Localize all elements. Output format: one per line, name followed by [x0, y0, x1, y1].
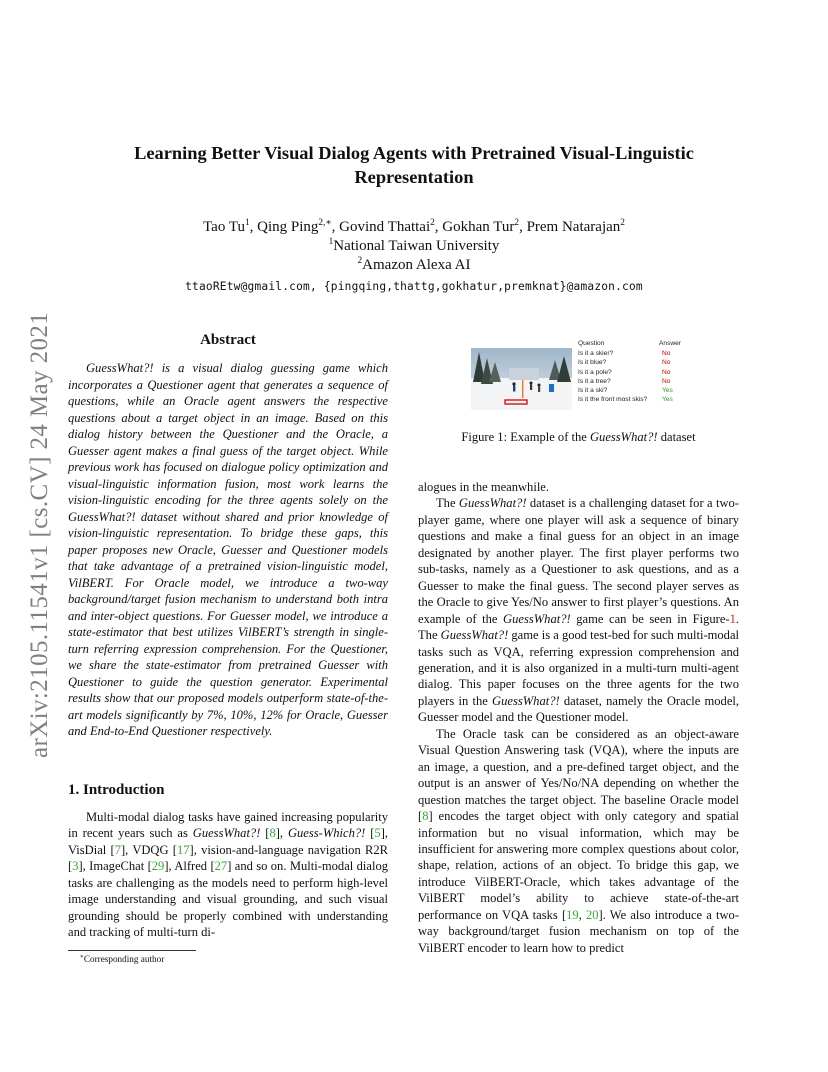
affiliation: $^1$National Taiwan University	[328, 237, 500, 254]
footnote: ∗Corresponding author	[80, 953, 165, 964]
dialog-row: Is it blue? No	[578, 359, 671, 367]
author: Qing Ping$^{2,∗}$,	[257, 218, 340, 235]
paragraph-continuation: alogues in the meanwhile.	[418, 480, 550, 494]
citation-link[interactable]: 8	[269, 826, 276, 841]
author: Tao Tu$^1$,	[203, 218, 258, 235]
citation-link[interactable]: 27	[214, 859, 228, 874]
dialog-row: Is it a ski? Yes	[578, 387, 673, 395]
figure-1-image	[471, 348, 572, 410]
section-heading: 1. Introduction	[68, 782, 165, 798]
author-emails: ttaoREtw@gmail.com, {pingqing,thattg,gokhatur,premknat}@amazon.com	[185, 280, 643, 293]
citation-link[interactable]: 19	[566, 907, 579, 922]
abstract-body: GuessWhat?! is a visual dialog guessing game which incorporates a Questioner agent that generates a sequence of questions, while an Oracle agent answers the respective questions about a target object in an image. Based on this dialog history between the Questioner and the Oracle, a Guesser agent makes a final guess of the target object. While previous work has focused on dialogue policy optimization and visual-linguistic information fusion, most work learns the vision-linguistic encoding for the three agents solely on the GuessWhat?! dataset without shared and prior knowledge of vision-linguistic representation. To bridge these gaps, this paper proposes new Oracle, Guesser and Questioner models that take advantage of a pretrained vision-linguistic model, VilBERT. For Oracle model, we introduce a two-way background/target fusion mechanism to understand both intra and inter-object questions. For Guesser model, we introduce a state-estimator that best utilizes VilBERT’s strength in single-turn referring expression comprehension. For the Questioner, we share the state-estimator from pretrained Guesser with Questioner to guide the question generator. Experimental results show that our proposed models outperform state-of-the-art models significantly by 7%, 10%, 12% for Oracle, Guesser and End-to-End Questioner respectively.	[68, 361, 388, 738]
body-paragraph: The Oracle task can be considered as an object-aware Visual Question Answering task (VQA), where the inputs are an image, a question, and a pre-defined target object, and the output is an answer of Yes/No/NA depending on whether the question matches the target object. The baseline Oracle model [8] encodes the target object with only category and spatial information but no visual information, which may be insufficient for answering more complex questions about color, shape, relation, actions of an object. To bridge this gap, we introduce VilBERT-Oracle, which takes advantage of the VilBERT model’s ability to achieve state-of-the-art performance on VQA tasks [19, 20]. We also introduce a two-way background/target fusion mechanism on top of the VilBERT encoder to learn how to predict	[418, 726, 739, 955]
author-list	[80, 218, 748, 237]
intro-paragraph: Multi-modal dialog tasks have gained increasing popularity in recent years such as GuessWhat?! [8], Guess-Which?! [5], VisDial [7], VDQG [17], vision-and-language navigation R2R [3], ImageChat [29], Alfred [27] and so on. Multi-modal dialog tasks are challenging as the models need to perform high-level image understanding and visual grounding, and such visual grounding should be properly combined with understanding and tracking of multi-turn di-	[68, 810, 389, 940]
figure-1-caption: Figure 1: Example of the GuessWhat?! dataset	[461, 430, 696, 444]
paper-title-line-1: Learning Better Visual Dialog Agents with Pretrained Visual-Linguistic	[134, 143, 694, 163]
introduction-section	[68, 782, 388, 941]
dialog-row: Is it the front most skis? Yes	[578, 396, 673, 404]
affiliation: $^2$Amazon Alexa AI	[357, 256, 471, 273]
body-paragraph: The GuessWhat?! dataset is a challenging dataset for a two-player game, where one player will ask a sequence of binary questions and make a final guess for an object in an image designated by another player. The first player performs two sub-tasks, namely as a Questioner to ask questions, and as a Guesser to make the final guess. The second player serves as the Oracle to give Yes/No answer to first player’s questions. An example of the GuessWhat?! game can be seen in Figure-1. The GuessWhat?! game is a good test-bed for such multi-modal tasks such as VQA, referring expression comprehension and generation, and it is also organized in a multi-turn multi-agent dialog. This paper focuses on the three agents for the two players in the GuessWhat?! dataset, namely the Oracle model, Guesser model and the Questioner model.	[418, 496, 740, 725]
citation-link[interactable]: 17	[176, 842, 190, 857]
dialog-row: Is it a pole? No	[578, 368, 671, 376]
arxiv-identifier: arXiv:2105.11541v1 [cs.CV] 24 May 2021	[26, 311, 53, 758]
dialog-row: Is it a skier? No	[578, 350, 671, 358]
citation-link[interactable]: 20	[585, 907, 599, 922]
citation-link[interactable]: 29	[151, 859, 165, 874]
author: Prem Natarajan$^2$	[526, 218, 625, 235]
figure-reference-link[interactable]: 1	[729, 611, 736, 626]
citation-link[interactable]: 5	[374, 826, 381, 841]
abstract-section	[68, 332, 388, 740]
paper-title-line-2: Representation	[354, 167, 474, 187]
citation-link[interactable]: 3	[72, 859, 79, 874]
citation-link[interactable]: 7	[114, 842, 121, 857]
ski-scene-photo	[471, 348, 572, 410]
citation-link[interactable]: 8	[422, 809, 429, 824]
author: Gokhan Tur$^2$,	[442, 218, 527, 235]
footnote-rule	[68, 950, 196, 951]
dialog-row: Is it a tree? No	[578, 377, 671, 385]
figure-1-dialog-table	[578, 339, 708, 404]
paper-title	[80, 141, 748, 189]
abstract-heading: Abstract	[200, 332, 256, 348]
question-column-header: Question	[578, 340, 605, 347]
author: Govind Thattai$^2$,	[339, 218, 443, 235]
right-column-body	[418, 479, 739, 956]
answer-column-header: Answer	[659, 340, 681, 347]
